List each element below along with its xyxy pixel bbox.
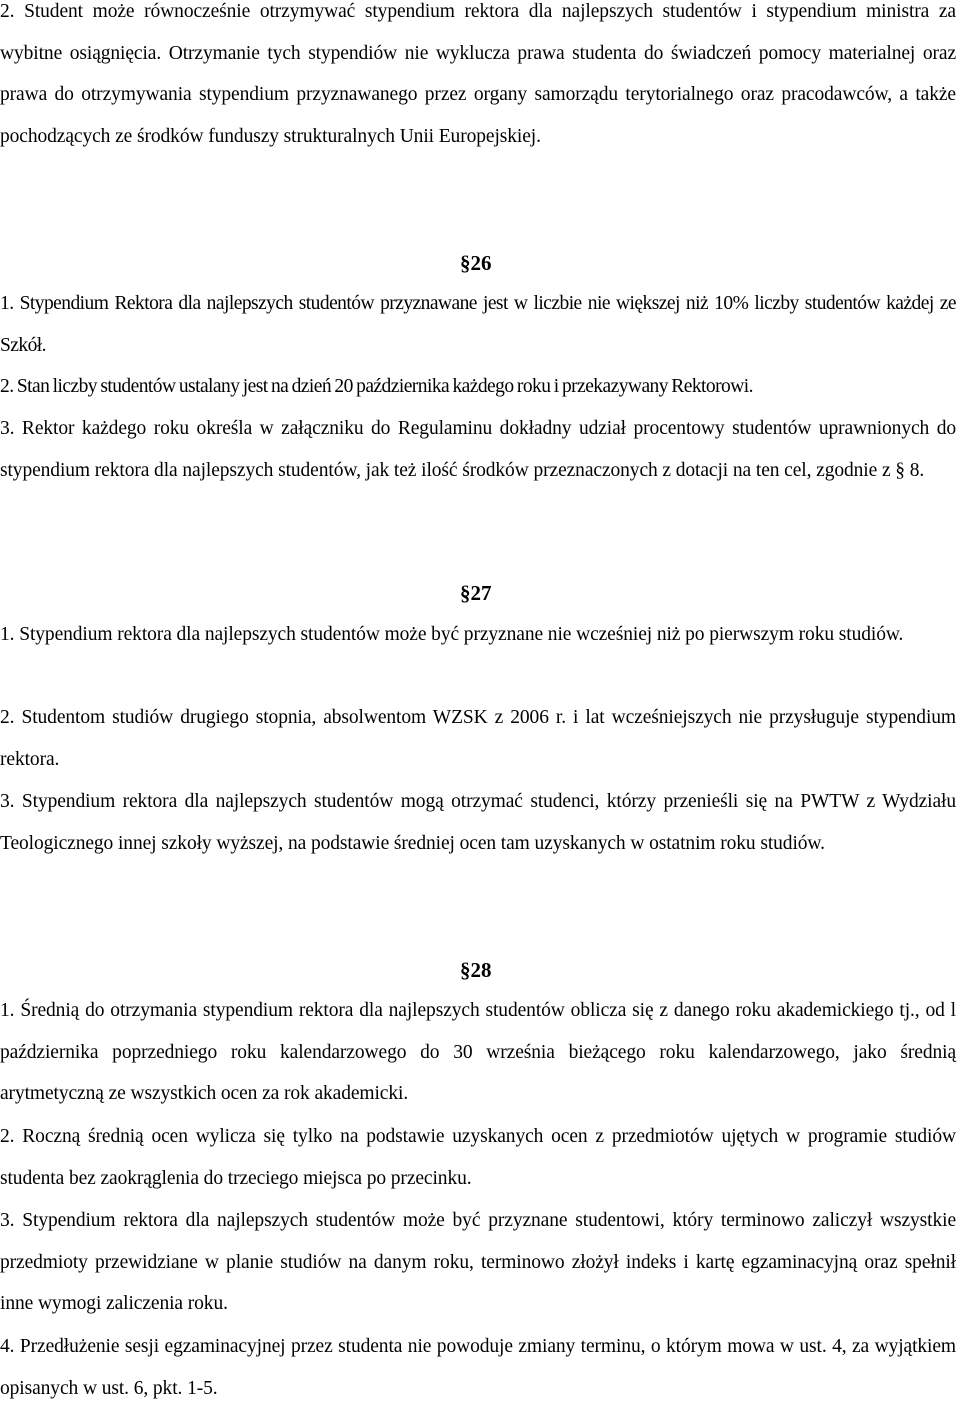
paragraph-27-3: 3. Stypendium rektora dla najlepszych studentów mogą otrzymać studenci, którzy przenieśli się na PWTW z Wydziału Teologicznego innej szkoły wyższej, na podstawie średniej ocen tam uzyskanych w ostatnim roku studiów. — [0, 791, 956, 854]
paragraph-28-2: 2. Roczną średnią ocen wylicza się tylko na podstawie uzyskanych ocen z przedmiotów ujętych w programie studiów studenta bez zaokrąglenia do trzeciego miejsca po przecinku. — [0, 1126, 956, 1189]
paragraph-28-4: 4. Przedłużenie sesji egzaminacyjnej przez studenta nie powoduje zmiany terminu, o którym mowa w ust. 4, za wyjątkiem opisanych w ust. 6, pkt. 1-5. — [0, 1336, 956, 1399]
paragraph-intro: 2. Student może równocześnie otrzymywać stypendium rektora dla najlepszych studentów i stypendium ministra za wybitne osiągnięcia. Otrzymanie tych stypendiów nie wyklucza prawa studenta do świadczeń pomocy materialnej oraz prawa do otrzymywania stypendium przyznawanego przez organy samorządu terytorialnego oraz pracodawców, a także pochodzących ze środków funduszy strukturalnych Unii Europejskiej. — [0, 1, 956, 147]
paragraph-28-3: 3. Stypendium rektora dla najlepszych studentów może być przyznane studentowi, który terminowo zaliczył wszystkie przedmioty przewidziane w planie studiów na danym roku, terminowo złożył indeks i kartę egzaminacyjną oraz spełnił inne wymogi zaliczenia roku. — [0, 1210, 956, 1314]
paragraph-28-1: 1. Średnią do otrzymania stypendium rektora dla najlepszych studentów oblicza się z danego roku akademickiego tj., od l października poprzedniego roku kalendarzowego do 30 września bieżącego roku kalendarzowego, jako średnią arytmetyczną ze wszystkich ocen za rok akademicki. — [0, 1000, 956, 1104]
paragraph-26-1: 1. Stypendium Rektora dla najlepszych studentów przyznawane jest w liczbie nie większej niż 10% liczby studentów każdej ze Szkół. — [0, 293, 956, 356]
section-heading-27: §27 — [460, 581, 492, 605]
paragraph-27-1: 1. Stypendium rektora dla najlepszych studentów może być przyznane nie wcześniej niż po pierwszym roku studiów. — [0, 624, 904, 645]
paragraph-26-2: 2. Stan liczby studentów ustalany jest na dzień 20 października każdego roku i przekazywany Rektorowi. — [0, 376, 753, 397]
section-heading-26: §26 — [460, 251, 492, 275]
section-heading-28: §28 — [460, 958, 492, 982]
paragraph-27-2: 2. Studentom studiów drugiego stopnia, absolwentom WZSK z 2006 r. i lat wcześniejszych nie przysługuje stypendium rektora. — [0, 707, 956, 770]
paragraph-26-3: 3. Rektor każdego roku określa w załączniku do Regulaminu dokładny udział procentowy studentów uprawnionych do stypendium rektora dla najlepszych studentów, jak też ilość środków przeznaczonych z dotacji na ten cel, zgodnie z § 8. — [0, 418, 956, 481]
